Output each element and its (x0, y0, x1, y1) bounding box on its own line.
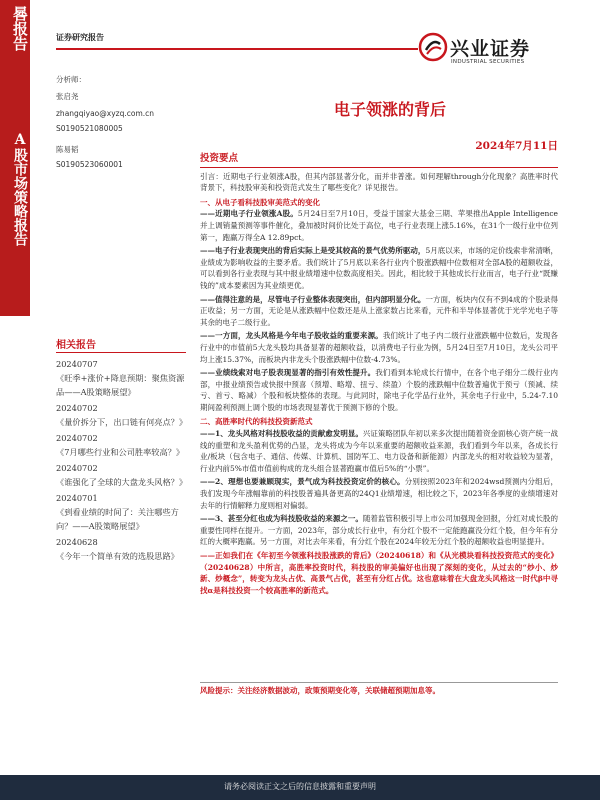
main-content (200, 153, 558, 596)
summary-heading: 投资要点 (200, 153, 558, 168)
paragraph-lead: ——业绩线索对电子股表现显著的指引有效性提升。 (200, 368, 376, 378)
header-divider (56, 48, 418, 50)
section-heading: 一、从电子看科技股审美范式的变化 (200, 197, 320, 207)
paragraph (200, 367, 558, 413)
related-report-link[interactable]: 《谁强化了全球的大盘龙头风格？》 (56, 477, 188, 487)
paragraph (200, 330, 558, 365)
banner-report-category: A股市场策略报告 (12, 132, 28, 246)
list-item[interactable] (56, 431, 190, 459)
paragraph-lead: ——3、甚至分红也成为科技股收益的来源之一。 (200, 514, 363, 524)
analyst-email: zhangqiyao@xyzq.com.cn (56, 109, 155, 118)
paragraph (200, 294, 558, 329)
list-item[interactable] (56, 461, 190, 489)
list-item[interactable] (56, 491, 190, 533)
paragraph (200, 476, 558, 511)
related-report-link[interactable]: 《旺季+涨价+降息预期：聚焦资源品——A股策略展望》 (56, 373, 185, 397)
paragraph-body: 我们看到本轮成长行情中，在各个电子细分二级行业内部，中报业绩预告或快报中预喜（预增、略增、扭亏、续盈）个股的涨跌幅中位数普遍优于预亏（预减、续亏、首亏、略减）个股和板块整体的表现。与此同时，除电子化学品行业外，其余电子行业中，5.24-7.10期间盈利预测上调个股的市场表现显著优于预测下修的个股。 (200, 368, 558, 412)
paragraph-body: 兴证策略团队年初以来多次提出随着资金面核心资产统一战线的重塑和龙头盈利优势的凸显，龙头将成为今年以来重要的超额收益来源，我们看到今年以来，各成长行业/板块（包含电子、通信、传媒、计算机、国防军工、电力设备和新能源）内部龙头的相对收益较为显著，行业内前5%市值市值前构成的龙头组合显著跑赢市值后5%的“小票”。 (200, 429, 558, 473)
paragraph-lead: ——近期电子行业领涨A股。 (200, 209, 298, 219)
left-banner (0, 0, 30, 316)
conclusion-paragraph: ——正如我们在《年初至今领涨科技股涨跌的背后》（20240618）和《从光模块看科技投资范式的变化》（20240628）中所言，高胜率投资时代，科技股的审美偏好也出现了深刻的变化，从过去的“炒小、炒新、炒概念”，转变为龙头占优、高景气占优，甚至有分红占优。这也意味着在大盘龙头风格这一时代β中寻找α是科技投资一个较高胜率的新范式。 (200, 551, 558, 595)
paragraph-lead: ——一方面，龙头风格是今年电子股收益的重要来源。 (200, 331, 383, 341)
report-date: 2024年7月11日 (475, 140, 558, 152)
related-report-date: 20240628 (56, 537, 98, 547)
related-report-date: 20240702 (56, 463, 98, 473)
risk-divider (200, 682, 558, 683)
analyst-label: 分析师： (56, 75, 86, 84)
related-report-link[interactable]: 《今年一个简单有效的选股思路》 (56, 551, 179, 561)
list-item[interactable] (56, 357, 190, 399)
analyst-name: 陈易韬 (56, 145, 79, 154)
footer-disclaimer: 请务必阅读正文之后的信息披露和重要声明 (224, 782, 376, 791)
paragraph-body: 分别按照2023年和2024wsd预测内分组后，我们发现今年涨幅靠前的科技股普遍具备更高的24Q1业绩增速，相比较之下，2023年各季度的业绩增速对去年的行情解释力度则相对偏弱。 (200, 477, 559, 510)
related-report-date: 20240701 (56, 493, 98, 503)
list-item[interactable] (56, 401, 190, 429)
paragraph-body: 我们统计了电子内二级行业涨跌幅中位数后，发现各行业中的市值前5大龙头股均具备显著的超额收益，以消费电子行业为例，5月24日至7月10日，龙头公司平均上涨15.37%，而板块内非龙头个股涨跌幅中位数-4.73%。 (200, 331, 559, 364)
report-type: 证券研究报告 (56, 33, 104, 42)
related-report-link[interactable]: 《7月哪些行业和公司胜率较高？》 (56, 447, 185, 457)
analyst-cert: S0190521080005 (56, 124, 123, 133)
analyst-name: 张启尧 (56, 92, 79, 101)
related-reports-title: 相关报告 (56, 340, 96, 351)
banner-report-label: 晷报告 (11, 6, 29, 51)
logo-text-en: INDUSTRIAL SECURITIES (451, 59, 525, 65)
company-logo (418, 32, 570, 70)
paragraph-lead: ——2、理想也要兼顾现实，景气成为科技投资定价的核心。 (200, 477, 405, 487)
paragraph-body: 5月底以来，市场的定价线索非常清晰，业绩成为影响收益的主要矛盾。我们统计了5月底以来各行业内个股涨跌幅中位数相对全部A股的超额收益，可以看到各行业表现与其中报业绩增速中位数高度相关。因此，相比较于其他成长行业而言，电子行业“既赚钱的”成本要素因为其业绩更优。 (200, 246, 558, 290)
paragraph (200, 428, 558, 474)
paragraph (200, 245, 558, 291)
related-report-date: 20240702 (56, 403, 98, 413)
logo-mark-icon (418, 32, 448, 62)
risk-warning: 风险提示：关注经济数据波动，政策预期变化等，关联储超预期加息等。 (200, 686, 440, 695)
paragraph (200, 208, 558, 243)
list-item[interactable] (56, 535, 190, 563)
footer-bar (0, 775, 600, 800)
logo-text-cn: 兴业证券 (450, 38, 531, 60)
paragraph-body: 随着监管积极引导上市公司加强现金回报，分红对成长股的重要性同样在提升。一方面，2023年，部分成长行业中，有分红个股不一定能跑赢没分红个股，但今年有分红的大概率跑赢。另一方面，对比去年来看，有分红个股在2024年较无分红个股的超额收益也明显提升。 (200, 514, 558, 547)
intro-paragraph: 引言：近期电子行业领涨A股，但其内部显著分化，而并非普涨。如何理解through分化现象？高胜率时代背景下，科技股审美和投资范式发生了哪些变化？详见报告。 (200, 171, 558, 193)
related-report-date: 20240707 (56, 359, 98, 369)
section-heading: 二、高胜率时代的科技投资新范式 (200, 417, 313, 427)
related-report-date: 20240702 (56, 433, 98, 443)
report-title: 电子领涨的背后 (333, 100, 446, 119)
paragraph-lead: ——电子行业表现突出的背后实际上是受其较高的景气优势所驱动， (200, 246, 426, 256)
related-reports-list (56, 355, 190, 563)
paragraph-lead: ——值得注意的是，尽管电子行业整体表现突出，但内部明显分化。 (200, 294, 426, 304)
paragraph (200, 513, 558, 548)
paragraph-body: 5月24日至7月10日，受益于国家大基金三期、苹果推出Apple Intelligence并上调销量预测等事件催化，叠加被时间价比处于高位，电子行业表现上涨5.16%，在31个一级行业中位列第一，跑赢万得全A 12.89pct。 (200, 209, 558, 242)
related-report-link[interactable]: 《量价拆分下，出口链有何亮点？》 (56, 417, 188, 427)
related-report-link[interactable]: 《到看业绩的时间了：关注哪些方向？——A股策略展望》 (56, 507, 179, 531)
paragraph-lead: ——1、龙头风格对科技股收益的贡献愈发明显。 (200, 429, 363, 439)
analyst-cert: S0190523060001 (56, 160, 123, 169)
paragraph-body: 一方面，板块内仅有不到4成的个股录得正收益；另一方面，无论是从涨跌幅中位数还是从上涨家数占比来看，元件和半导体显著优于光学光电子等其余的电子二级行业。 (200, 294, 558, 327)
related-reports-divider (56, 352, 186, 353)
